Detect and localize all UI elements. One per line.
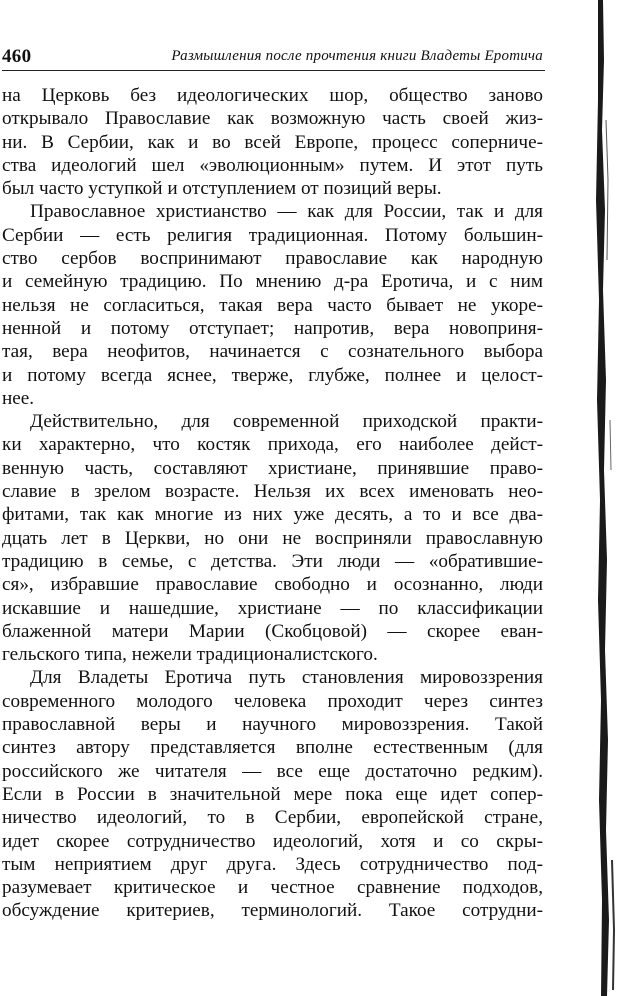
text-line: традицию в семье, с детства. Эти люди — «обратившие- — [2, 550, 543, 572]
text-line: синтез автору представляется вполне естественным (для — [2, 737, 543, 759]
paragraph — [2, 666, 543, 922]
text-line: Православное христианство — как для России, так и для — [30, 201, 543, 223]
text-line: ки характерно, что костяк прихода, его наиболее дейст- — [2, 434, 543, 456]
text-line: и семейную традицию. По мнению д-ра Еротича, и с ним — [2, 271, 543, 293]
text-line: нельзя не согласиться, такая вера часто бывает не укоре- — [2, 294, 543, 316]
text-line: Действительно, для современной приходской практи- — [30, 411, 543, 433]
text-line: на Церковь без идеологических шор, общество заново — [2, 85, 543, 106]
paragraph — [2, 84, 543, 200]
text-line: тая, вера неофитов, начинается с сознательного выбора — [2, 341, 543, 363]
running-title: Размышления после прочтения книги Владеты Еротича — [171, 48, 543, 64]
text-line: ства идеологий шел «эволюционным» путем. И этот путь — [2, 154, 543, 176]
text-line: Если в России в значительной мере пока еще идет сопер- — [2, 783, 543, 805]
text-line: российского же читателя — все еще достаточно редким). — [2, 760, 543, 782]
paragraph — [2, 200, 543, 410]
text-line: тым неприятием друг друга. Здесь сотрудничество под- — [2, 853, 543, 875]
text-line: и потому всегда яснее, тверже, глубже, полнее и целост- — [2, 364, 543, 386]
text-line: венную часть, составляют христиане, принявшие право- — [2, 457, 543, 479]
text-line: обсуждение критериев, терминологий. Такое сотрудни- — [2, 900, 543, 922]
text-line: гельского типа, нежели традиционалистского. — [2, 644, 378, 666]
text-line: разумевает критическое и честное сравнение подходов, — [2, 877, 543, 899]
text-line: искавшие и нашедшие, христиане — по классификации — [2, 597, 543, 619]
text-line: идет скорее сотрудничество идеологий, хотя и со скры- — [2, 830, 543, 852]
text-line: Сербии — есть религия традиционная. Потому большин- — [2, 224, 543, 246]
text-line: ни. В Сербии, как и во всей Европе, процесс соперниче- — [2, 131, 543, 153]
text-body — [2, 84, 543, 923]
text-line: Для Владеты Еротича путь становления мировоззрения — [30, 667, 543, 689]
text-line: ненной и потому отступает; напротив, вера новоприня- — [2, 317, 543, 339]
paragraph — [2, 410, 543, 666]
running-head — [2, 44, 545, 71]
text-line: ся», избравшие православие свободно и осознанно, люди — [2, 574, 543, 596]
text-line: православной веры и научного мировоззрения. Такой — [2, 714, 543, 736]
text-line: нее. — [2, 387, 35, 409]
text-line: открывало Православие как возможную часть своей жиз- — [2, 108, 543, 130]
text-line: блаженной матери Марии (Скобцовой) — скорее еван- — [2, 620, 543, 642]
text-line: дцать лет в Церкви, но они не восприняли православную — [2, 527, 543, 549]
text-line: ничество идеологий, то в Сербии, европейской стране, — [2, 807, 543, 829]
binding-shadow — [590, 0, 620, 996]
text-line: ство сербов воспринимают православие как народную — [2, 248, 543, 270]
text-line: славие в зрелом возрасте. Нельзя их всех именовать нео- — [2, 481, 543, 503]
text-line: современного молодого человека проходит через синтез — [2, 690, 543, 712]
page-number: 460 — [2, 46, 32, 67]
text-line: фитами, так как многие из них уже десять, а то и все два- — [2, 504, 543, 526]
text-line: был часто уступкой и отступлением от позиций веры. — [2, 178, 442, 200]
